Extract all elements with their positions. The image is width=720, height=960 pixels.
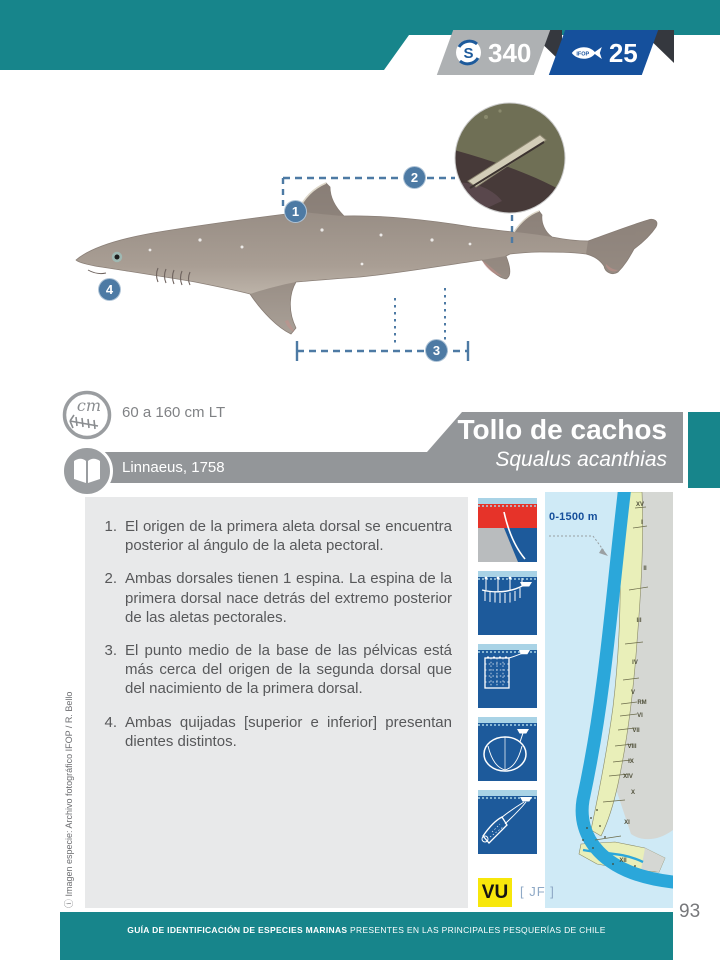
svg-text:VIII: VIII [627, 744, 637, 750]
shark-illustration [76, 183, 657, 334]
svg-text:RM: RM [637, 700, 647, 706]
page-ref-badge [549, 30, 658, 75]
footer-title-rest: PRESENTES EN LAS PRINCIPALES PESQUERÍAS DE CHILE [347, 925, 606, 935]
status-note: [ JF ] [520, 884, 555, 899]
depth-range-profile-icon [478, 498, 537, 562]
svg-text:VI: VI [637, 713, 643, 719]
svg-text:IFOP: IFOP [576, 51, 590, 57]
identification-item: 4. Ambas quijadas [superior e inferior] presentan dientes distintos. [104, 713, 452, 750]
dorsal-spine-inset-photo [447, 101, 575, 220]
page-ref-number: 25 [609, 37, 638, 68]
svg-text:X: X [630, 790, 636, 796]
species-photo-figure [0, 80, 720, 390]
ifop-fish-logo-icon [569, 43, 603, 63]
conservation-status-badge: VU [478, 878, 512, 907]
svg-text:XI: XI [624, 820, 630, 826]
species-author: Linnaeus, 1758 [122, 459, 225, 476]
svg-text:V: V [630, 690, 636, 696]
callout-4: 4 [98, 278, 121, 301]
identification-item: 2. Ambas dorsales tienen 1 espina. La espina de la primera dorsal nace detrás del extremo posterior de las aletas pectorales. [104, 570, 452, 626]
svg-text:IX: IX [628, 759, 634, 765]
svg-text:VII: VII [632, 728, 640, 734]
identification-panel [85, 497, 468, 908]
purse-seine-icon [478, 717, 537, 781]
identification-item: 1. El origen de la primera aleta dorsal se encuentra posterior al ángulo de la aleta pectoral. [104, 518, 452, 555]
footer-bar [60, 912, 673, 960]
sernapesca-logo-icon [455, 39, 482, 66]
svg-text:cm: cm [76, 396, 102, 415]
svg-text:IV: IV [632, 660, 638, 666]
svg-text:XV: XV [635, 502, 645, 508]
svg-text:II: II [643, 566, 647, 572]
svg-text:XIV: XIV [623, 774, 633, 780]
trawl-icon [478, 790, 537, 854]
page-number: 93 [679, 901, 701, 922]
size-range-text: 60 a 160 cm LT [122, 404, 226, 421]
svg-text:I: I [641, 520, 643, 526]
longline-icon [478, 571, 537, 635]
callout-2: 2 [403, 166, 426, 189]
svg-text:S: S [463, 45, 474, 62]
page-edge-tab [688, 412, 720, 488]
species-number-badge [437, 30, 550, 75]
distribution-map [545, 492, 673, 908]
svg-text:XII: XII [619, 858, 627, 864]
callout-1: 1 [284, 200, 307, 223]
photo-credit: ⓘ Imagen especie: Archivo fotográfico IFOP / R. Bello [64, 691, 74, 908]
depth-range-label: 0-1500 m [549, 511, 598, 523]
reference-book-icon [60, 444, 114, 498]
svg-text:III: III [636, 618, 642, 624]
species-scientific-name: Squalus acanthias [495, 448, 667, 471]
footer-title-bold: GUÍA DE IDENTIFICACIÓN DE ESPECIES MARINAS [127, 925, 348, 935]
species-common-name: Tollo de cachos [457, 414, 667, 445]
gillnet-icon [478, 644, 537, 708]
identification-item: 3. El punto medio de la base de las pélvicas está más cerca del origen de la segunda dorsal que del nacimiento de la primera dorsal. [104, 641, 452, 698]
callout-3: 3 [425, 339, 448, 362]
species-number: 340 [488, 37, 532, 68]
